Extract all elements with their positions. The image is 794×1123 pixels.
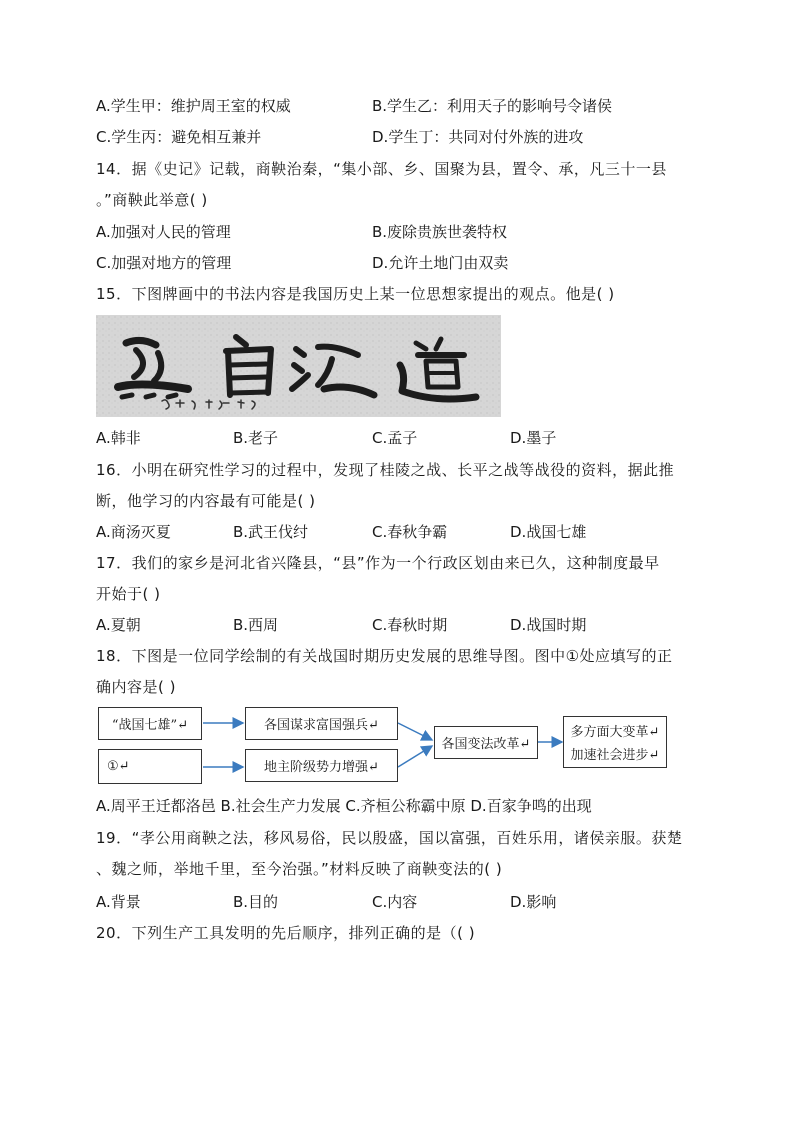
q18-stem-line2: 确内容是( ) xyxy=(96,678,176,696)
mindmap-box-warring-states: “战国七雄”↵ xyxy=(98,707,202,740)
q19-stem-line2: 、魏之师，举地千里，至今治强。”材料反映了商鞅变法的( ) xyxy=(96,860,503,878)
q16-option-d: D.战国七雄 xyxy=(510,523,587,541)
q14-option-b: B.废除贵族世袭特权 xyxy=(372,223,508,241)
q14-option-a: A.加强对人民的管理 xyxy=(96,223,231,241)
q17-option-c: C.春秋时期 xyxy=(372,616,448,634)
q18-stem-line1: 18．下图是一位同学绘制的有关战国时期历史发展的思维导图。图中①处应填写的正 xyxy=(96,647,673,665)
q19-option-a: A.背景 xyxy=(96,893,141,911)
q17-option-b: B.西周 xyxy=(233,616,279,634)
mindmap-box-landlord-class: 地主阶级势力增强↵ xyxy=(245,749,398,782)
q20-stem: 20．下列生产工具发明的先后顺序，排列正确的是（( ) xyxy=(96,924,476,942)
q13-option-b: B.学生乙：利用天子的影响号令诸侯 xyxy=(372,97,613,115)
q17-option-a: A.夏朝 xyxy=(96,616,141,634)
q15-option-d: D.墨子 xyxy=(510,429,557,447)
q15-stem: 15．下图牌画中的书法内容是我国历史上某一位思想家提出的观点。他是( ) xyxy=(96,285,615,303)
q18-options: A.周平王迁都洛邑 B.社会生产力发展 C.齐桓公称霸中原 D.百家争鸣的出现 xyxy=(96,797,592,815)
mindmap-box-blank-1: ①↵ xyxy=(98,749,202,784)
mindmap-box-great-change xyxy=(563,716,667,768)
q19-option-b: B.目的 xyxy=(233,893,279,911)
q14-stem-line2: 。”商鞅此举意( ) xyxy=(96,191,208,209)
mindmap-box-reforms: 各国变法改革↵ xyxy=(434,726,538,759)
q14-option-c: C.加强对地方的管理 xyxy=(96,254,232,272)
q15-option-b: B.老子 xyxy=(233,429,279,447)
q16-option-a: A.商汤灭夏 xyxy=(96,523,171,541)
q19-option-c: C.内容 xyxy=(372,893,418,911)
q16-option-c: C.春秋争霸 xyxy=(372,523,448,541)
q19-stem-line1: 19．“孝公用商鞅之法，移风易俗，民以殷盛，国以富强，百姓乐用，诸侯亲服。获楚 xyxy=(96,829,683,847)
q14-option-d: D.允许土地门由双卖 xyxy=(372,254,509,272)
mindmap-box-great-change-line2: 加速社会进步↵ xyxy=(570,748,660,763)
q13-option-a: A.学生甲：维护周王室的权威 xyxy=(96,97,291,115)
q15-option-a: A.韩非 xyxy=(96,429,141,447)
q16-stem-line2: 断，他学习的内容最有可能是( ) xyxy=(96,492,316,510)
q14-stem-line1: 14．据《史记》记载，商鞅治秦，“集小部、乡、国聚为县，置令、承，凡三十一县 xyxy=(96,160,667,178)
q17-stem-line1: 17．我们的家乡是河北省兴隆县，“县”作为一个行政区划由来已久，这种制度最早 xyxy=(96,554,660,572)
mindmap-box-seek-strength: 各国谋求富国强兵↵ xyxy=(245,707,398,740)
mindmap-box-great-change-line1: 多方面大变革↵ xyxy=(570,725,660,740)
q15-option-c: C.孟子 xyxy=(372,429,418,447)
q16-stem-line1: 16．小明在研究性学习的过程中，发现了桂陵之战、长平之战等战役的资料，据此推 xyxy=(96,461,675,479)
q13-option-c: C.学生丙：避免相互兼并 xyxy=(96,128,262,146)
arrow-4 xyxy=(398,746,432,767)
q16-option-b: B.武王伐纣 xyxy=(233,523,309,541)
q19-option-d: D.影响 xyxy=(510,893,557,911)
q17-option-d: D.战国时期 xyxy=(510,616,587,634)
arrow-3 xyxy=(398,723,432,740)
q13-option-d: D.学生丁：共同对付外族的进攻 xyxy=(372,128,584,146)
q17-stem-line2: 开始于( ) xyxy=(96,585,161,603)
